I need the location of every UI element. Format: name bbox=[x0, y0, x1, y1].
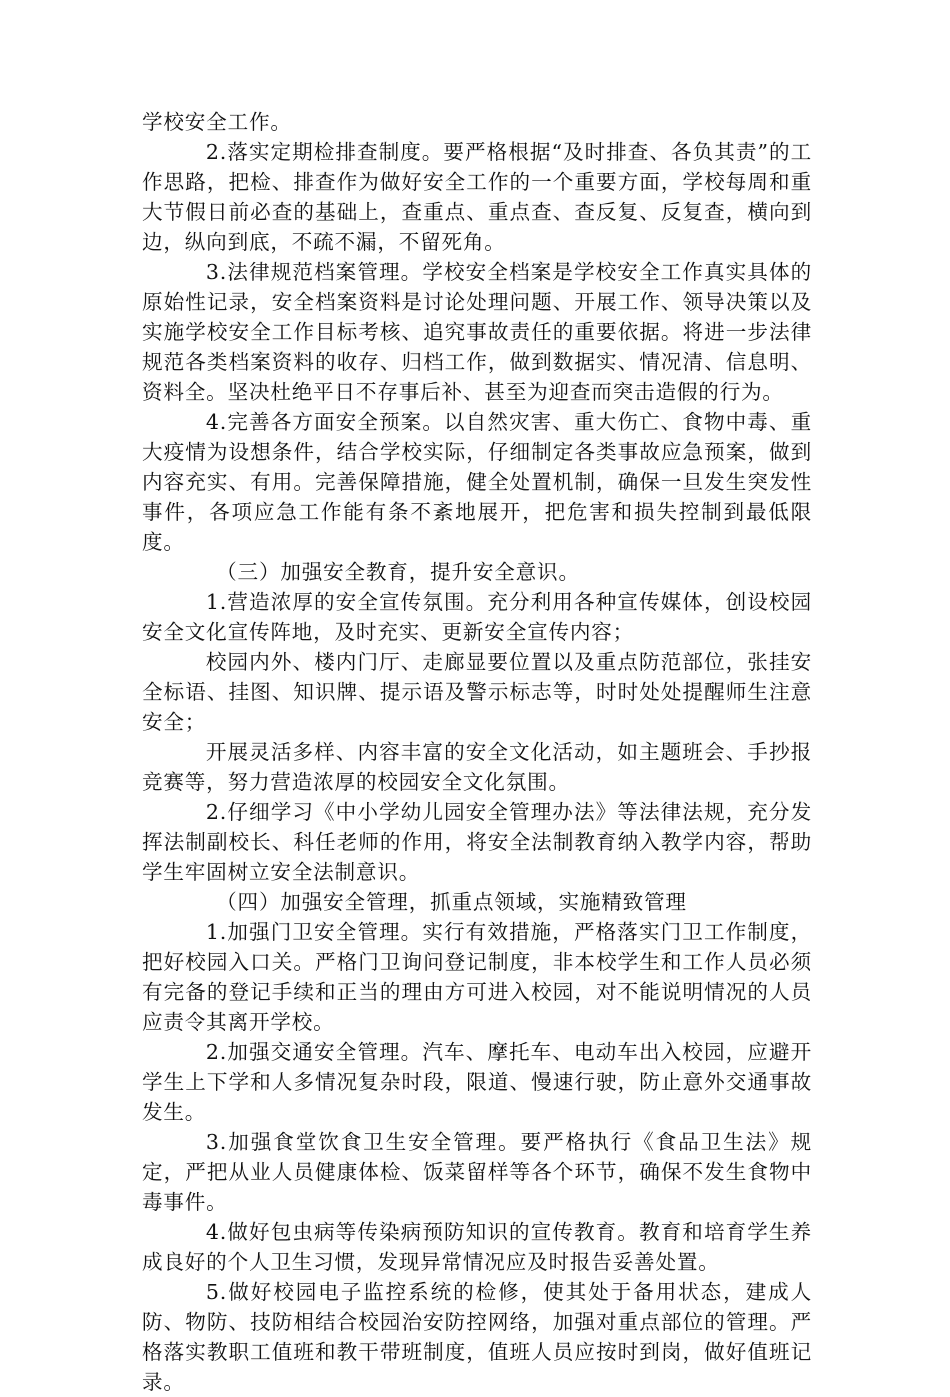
document-body bbox=[142, 107, 812, 1397]
paragraph-item-2-law-study: 2.仔细学习《中小学幼儿园安全管理办法》等法律法规，充分发挥法制副校长、科任老师的作用，将安全法制教育纳入教学内容，帮助学生牢固树立安全法制意识。 bbox=[142, 800, 812, 884]
paragraph-item-4-contingency: 4.完善各方面安全预案。以自然灾害、重大伤亡、食物中毒、重大疫情为设想条件，结合学校实际，仔细制定各类事故应急预案，做到内容充实、有用。完善保障措施，健全处置机制，确保一旦发生突发性事件，各项应急工作能有条不紊地展开，把危害和损失控制到最低限度。 bbox=[142, 410, 812, 554]
paragraph-item-3-archives: 3.法律规范档案管理。学校安全档案是学校安全工作真实具体的原始性记录，安全档案资料是讨论处理问题、开展工作、领导决策以及实施学校安全工作目标考核、追究事故责任的重要依据。将进一步法律规范各类档案资料的收存、归档工作，做到数据实、情况清、信息明、资料全。坚决杜绝平日不存事后补、甚至为迎查而突击造假的行为。 bbox=[142, 260, 812, 404]
paragraph-slogans: 校园内外、楼内门厅、走廊显要位置以及重点防范部位，张挂安全标语、挂图、知识牌、提示语及警示标志等，时时处处提醒师生注意安全； bbox=[142, 650, 812, 734]
paragraph-item-2-inspection: 2.落实定期检排查制度。要严格根据“及时排查、各负其责”的工作思路，把检、排查作为做好安全工作的一个重要方面，学校每周和重大节假日前必查的基础上，查重点、重点查、查反复、反复查，横向到边，纵向到底，不疏不漏，不留死角。 bbox=[142, 140, 812, 254]
paragraph-item-5-monitoring: 5.做好校园电子监控系统的检修，使其处于备用状态，建成人防、物防、技防相结合校园治安防控网络，加强对重点部位的管理。严格落实教职工值班和教干带班制度，值班人员应按时到岗，做好值班记录。 bbox=[142, 1280, 812, 1394]
paragraph-item-4-disease: 4.做好包虫病等传染病预防知识的宣传教育。教育和培育学生养成良好的个人卫生习惯，发现异常情况应及时报告妥善处置。 bbox=[142, 1220, 812, 1274]
paragraph-item-1-gate: 1.加强门卫安全管理。实行有效措施，严格落实门卫工作制度，把好校园入口关。严格门卫询问登记制度，非本校学生和工作人员必须有完备的登记手续和正当的理由方可进入校园，对不能说明情况的人员应责令其离开学校。 bbox=[142, 920, 812, 1034]
section-heading-3-education: （三）加强安全教育，提升安全意识。 bbox=[216, 560, 580, 584]
section-heading-4-management: （四）加强安全管理，抓重点领域，实施精致管理 bbox=[216, 890, 687, 914]
paragraph-activities: 开展灵活多样、内容丰富的安全文化活动，如主题班会、手抄报竞赛等，努力营造浓厚的校园安全文化氛围。 bbox=[142, 740, 812, 794]
paragraph-continuation: 学校安全工作。 bbox=[142, 110, 292, 134]
paragraph-item-2-traffic: 2.加强交通安全管理。汽车、摩托车、电动车出入校园，应避开学生上下学和人多情况复杂时段，限道、慢速行驶，防止意外交通事故发生。 bbox=[142, 1040, 812, 1124]
paragraph-item-3-canteen: 3.加强食堂饮食卫生安全管理。要严格执行《食品卫生法》规定，严把从业人员健康体检、饭菜留样等各个环节，确保不发生食物中毒事件。 bbox=[142, 1130, 812, 1214]
paragraph-item-1-atmosphere: 1.营造浓厚的安全宣传氛围。充分利用各种宣传媒体，创设校园安全文化宣传阵地，及时充实、更新安全宣传内容； bbox=[142, 590, 812, 644]
